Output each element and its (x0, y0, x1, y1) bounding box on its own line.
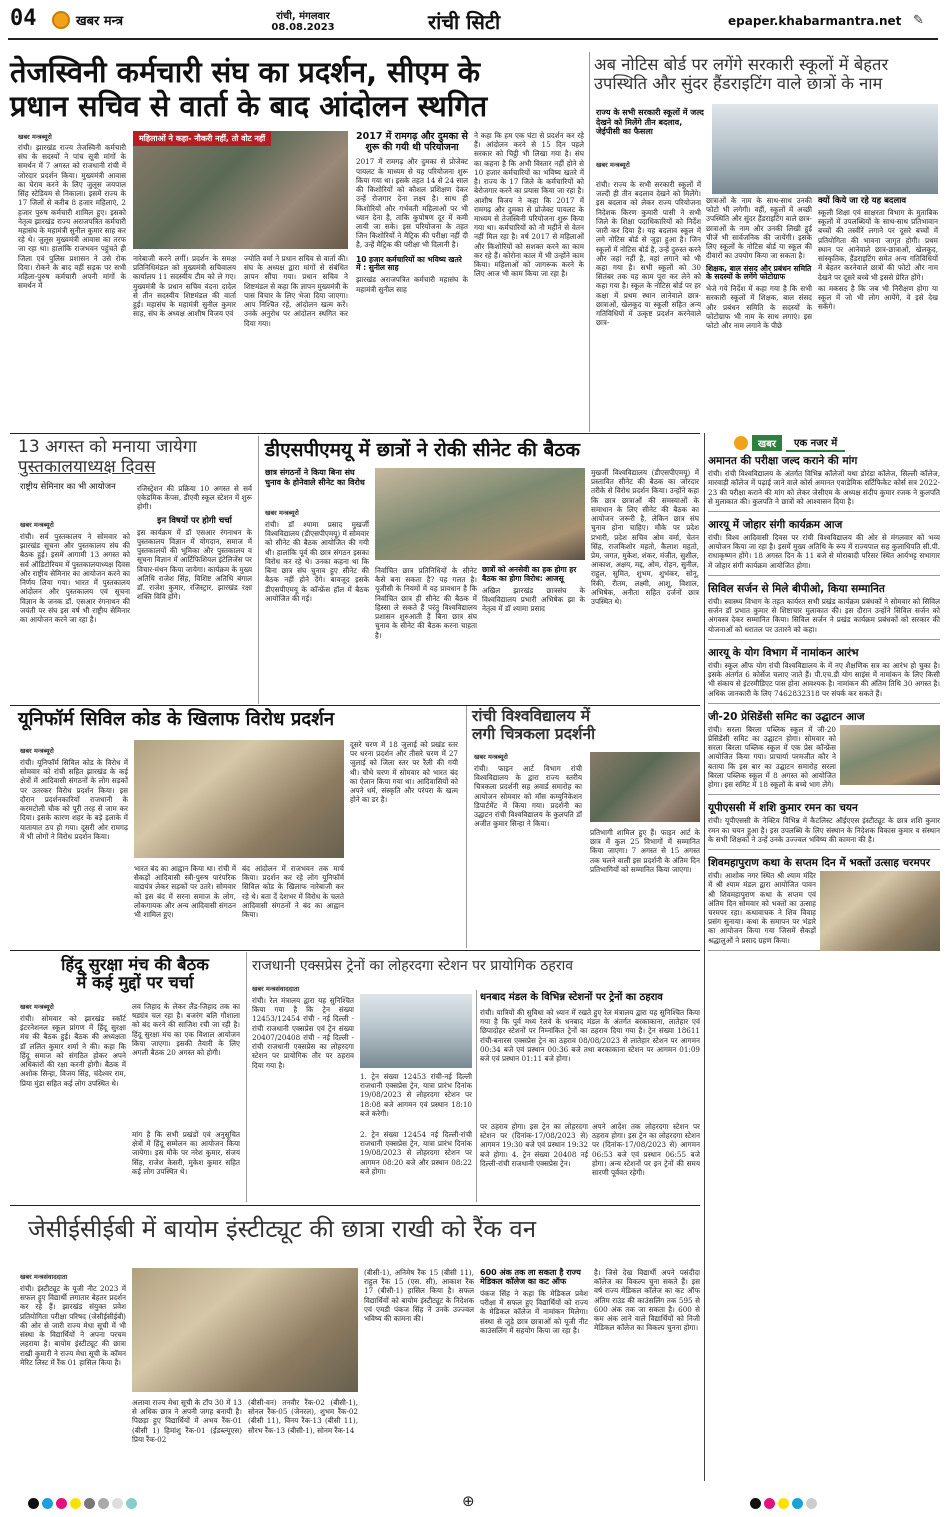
lead-text-5: झारखंड अराजपत्रित कर्मचारी महासंघ के महामंत्री सुनील साह (356, 275, 468, 294)
hindu-text-1: रांची। सोमवार को झारखंड स्कॉर्ट इंटरनेशनल स्कूल प्रांगण में हिंदू सुरक्षा मंच की बैठक हुई। बैठक की अध्यक्षता डॉ ललित कुमार शर्मा ने की। कहा कि हिंदू समाज को संगठित होकर अपने अधिकारों की रक्षा करनी होगी। बैठक में अशोक सिन्हा, विजय सिंह, चंदेश्वर राम, प्रिया मुंडा सहित कई लोग उपस्थित थे। (20, 1014, 126, 1088)
librarian-sub: इन विषयों पर होगी चर्चा (157, 515, 232, 526)
librarian-deck: राष्ट्रीय सेमिनार का भी आयोजन (20, 482, 116, 492)
registration-mark-icon: ⊕ (462, 1492, 475, 1510)
dspmu-text-1: रांची। डॉ श्यामा प्रसाद मुखर्जी विश्वविद्यालय (डीएसपीएमयू) में सोमवार को सीनेट की बैठक आयोजित की गयी थी। हालांकि पूर्व की छात्र संगठन इसका विरोध कर रहे थे। उनका कहना था कि बिना छात्र संघ चुनाव हुए सीनेट की बैठक नहीं होने देंगे। बावजूद इसके डीएसपीएमयू के कॉन्फ्रेंस हॉल में बैठक आयोजित की गई। (265, 520, 369, 603)
notice-text-4: स्कूली शिक्षा एवं साक्षरता विभाग के मुताबिक स्कूलों में उपलब्धियों के साथ-साथ प्रतिभावान बच्चों की तस्वीरें लगाने पर दूसरे बच्चों में प्रतियोगिता की भावना जागृत होगी। प्रथम स्थान पर आनेवाले छात्र-छात्राओं, खेलकूद, सांस्कृतिक, हैंडराइटिंग समेत अन्य गतिविधियों में बेहतर करनेवाले छात्रों की फोटो और नाम देखने पर दूसरे बच्चे भी इससे प्रेरित होंगे। (818, 208, 938, 282)
dspmu-text-3: अखिल झारखंड छात्रसंघ के विश्वविद्यालय प्रभारी अभिषेक झा के नेतृत्व में डॉ श्यामा प्रसाद (482, 585, 585, 614)
dhanbad-headline: धनबाद मंडल के विभिन्न स्टेशनों पर ट्रेनों का ठहराव (480, 992, 663, 1003)
trains-byline: खबर मन्त्रसंवाददाता (252, 985, 300, 993)
jcece-text-6: है। जिसे देख विद्यार्थी अपने पसंदीदा कॉलेज का विकल्प चुना सकते हैं। इस वर्ष राज्य मेडिकल कॉलेज का कट ऑफ अंतिम राउंड की काउंसलिंग तक 595 से 600 अंक तक जा सकता है। 600 से कम अंक लाने वाले विद्यार्थियों को निजी मेडिकल कॉलेज का विकल्प चुनना होगा। (594, 1268, 700, 1333)
dspmu-deck: छात्र संगठनों ने किया बिना संघ चुनाव के होनेवाले सीनेट का विरोध (265, 468, 365, 487)
librarian-headline-line2: पुस्तकालयाध्यक्ष दिवस (18, 456, 156, 477)
librarian-headline-line1: 13 अगस्त को मनाया जायेगा (18, 437, 197, 457)
notice-sub-2: क्यों किये जा रहे यह बदलाव (818, 196, 907, 206)
painting-photo (590, 752, 700, 822)
sidebar-news-item (708, 711, 940, 796)
page-number: 04 (10, 6, 37, 31)
dspmu-text-4: मुखर्जी विश्वविद्यालय (डीएसपीएमयू) में प्रस्तावित सीनेट की बैठक का जोरदार तरीके से विरोध प्रदर्शन किया। उन्होंने कहा कि छात्र छात्राओं की समस्याओं के समाधान के लिए सीनेट की बैठक का आयोजन जरूरी है, लेकिन छात्र संघ चुनाव होना चाहिए। मौके पर प्रदेश प्रभारी, प्रदेश सचिव ओम वर्मा, चेतन सिंह, राजकिशोर महतो, कैलाश महतो, प्रेम, जगत, मुकेश, शंकर, मंजीत, सुशील, आकाश, अक्षय, मद्द, ओम, रोहन, सुनील, राहुल, सुमित, शुभम, शुभंकर, सोनू, रिंकी, रीतम, लक्ष्मी, आशू, विशाल, अभिषेक, अनीता सहित दर्जनों छात्र उपस्थित थे। (591, 468, 699, 607)
librarian-text-1: रांची। सर्व पुस्तकालय ने सोमवार को झारखंड सूचना और पुस्तकालय संघ की बैठक हुई। इसमें आगामी 13 अगस्त को सर्व ऑडिटोरियम में पुस्तकालयाध्यक्ष दिवस और राष्ट्रीय सेमिनार का आयोजन करने का निर्णय लिया गया। भारत में पुस्तकालय आंदोलन और पुस्तकालय एवं सूचना विज्ञान के जनक डॉ. एसआर रंगनाथन की जयंती पर संघ इस वर्ष भी राष्ट्रीय सेमिनार का आयोजन करने जा रहा है। (20, 532, 130, 624)
notice-text-1: रांची। राज्य के सभी सरकारी स्कूलों में जल्दी ही तीन बदलाव देखने को मिलेंगे। इस बदलाव को लेकर राज्य परियोजना निदेशक किरण कुमारी पासी ने सभी जिले के शिक्षा पदाधिकारियों को निर्देश जारी कर दिया है। यह बदलाव स्कूल में लगे नोटिस बोर्ड से जुड़ा हुआ है। जिन स्कूलों में नोटिस बोर्ड है, उन्हें दुरुस्त करने और जहां नहीं है, वहां लगाने को भी कहा गया है। सभी स्कूलों को 30 सितंबर तक यह काम पूरा कर लेने को कहा गया है। स्कूल के नोटिस बोर्ड पर हर कक्षा में प्रथम स्थान लानेवाले छात्र-छात्राओं, खेलकूद या स्कूली सहित अन्य गतिविधियों में उत्कृष्ट प्रदर्शन करनेवाले छात्र- (596, 180, 701, 328)
lead-photo (133, 131, 348, 249)
lead-text-3: ज्योति वर्मा ने प्रधान सचिव से वार्ता की। संघ के अध्यक्ष द्वारा मांगों से संबंधित ज्ञापन सौंपा गया। प्रधान सचिव ने शिष्टमंडल से कहा कि ज्ञापन मुख्यमंत्री के पास विचार के लिए भेजा दिया जाएगा। आप निश्चित रहें, आंदोलन खत्म करें। उनके अनुरोध पर आंदोलन स्थगित कर दिया गया। (244, 254, 348, 328)
ucc-byline: खबर मन्त्रब्यूरो (20, 747, 54, 755)
painting-headline-line1: रांची विश्वविद्यालय में (472, 707, 591, 725)
sidebar-news-text: रांची। सरला बिरला पब्लिक स्कूल में जी-20 प्रेसिडेंसी समिट का उद्घाटन होगा। सोमवार को सरला बिरला पब्लिक स्कूल में एक प्रेस कॉन्फ्रेंस आयोजित किया गया। प्राचार्या परमजीत कौर ने बताया कि इस बार का उद्घाटन समारोह सरला बिरला पब्लिक स्कूल में 8 अगस्त को आयोजित होगा। इस समिट में 18 स्कूलों के बच्चे भाग लेंगे। (708, 724, 836, 790)
dhanbad-text-1: रांची। यात्रियों की सुविधा को ध्यान में रखते हुए रेल मंत्रालय द्वारा यह सुनिश्चित किया गया है कि पूर्व मध्य रेलवे के धनबाद मंडल के अंतर्गत बरकाकाना, लातेहार एवं छिपादोहर स्टेशनों पर निम्नांकित ट्रेनों का ठहराव दिया गया है। ट्रेन संख्या 18611 रांची-बनारस एक्सप्रेस ट्रेन का ठहराव 08/08/2023 से लातेहार स्टेशन पर आगमन 00:34 बजे एवं प्रस्थान 00:36 बजे तथा बरकाकाना स्टेशन पर आगमन 01:09 बजे एवं प्रस्थान 01:11 बजे होगा। (480, 1008, 700, 1064)
lead-text-4: 2017 में रामगढ़ और दुमका से प्रोजेक्ट पायलट के माध्यम से यह परियोजना शुरू किया गया था। इसके तहत 14 से 24 साल की किशोरियों को कौशल प्रशिक्षण देकर उन्हें रोजगार देना लक्ष्य है। साथ ही किशोरियों और गर्भवती महिलाओं पर भी ध्यान देना है, ताकि कुपोषण दूर में कमी लायी जा सके। इस परियोजना के तहत जिन किशोरियों ने मैट्रिक की परीक्षा नहीं दी है, उन्हें मैट्रिक की परीक्षा भी दिलानी है। (356, 157, 468, 250)
date-line: 08.08.2023 (271, 22, 335, 33)
ucc-text-3: बंद आंदोलन में राजभवन तक मार्च किया। प्रदर्शन कर रहे लोग यूनिफॉर्म सिविल कोड के खिलाफ नारेबाजी कर रहे थे। बता दें देशभर में विरोध के चलते आदिवासी संगठनों ने बंद का आह्वान किया। (242, 864, 344, 920)
librarian-text-2: रजिस्ट्रेशन की प्रक्रिया 10 अगस्त से सर्व एकेडमिक केंपस, डीएवी स्कूल स्टेशन में शुरू होगी। (137, 484, 252, 512)
jcece-text-4: (बीसी-1), अनिमेष रैंक 15 (बीसी 11), राहुल रैंक 15 (एस. सी), आकाश रैंक 17 (बीसी-1) हासिल किया है। सफल विद्यार्थियों को बायोम इंस्टीट्यूट के निदेशक एवं एमडी पंकज सिंह ने उनके उज्ज्वल भविष्य की कामना की। (364, 1268, 474, 1324)
sidebar-logo-icon (734, 436, 748, 450)
trains-text-2: 1. ट्रेन संख्या 12453 रांची-नई दिल्ली राजधानी एक्सप्रेस ट्रेन, यात्रा प्रारंभ दिनांक 19/08/2023 से लोहरदगा स्टेशन पर 18:08 बजे आगमन एवं प्रस्थान 18:10 बजे करेगी। (360, 1072, 472, 1118)
sidebar-news-item (708, 519, 940, 576)
brand-name: खबर मन्त्र (76, 14, 124, 29)
jcece-col5 (480, 1268, 588, 1335)
dspmu-headline: डीएसपीएमयू में छात्रों ने रोकी सीनेट की बैठक (265, 439, 580, 461)
lead-byline-col (18, 132, 126, 291)
hindu-text-3: मांग है कि सभी प्रखंडों एवं अनुसूचित क्षेत्रों में हिंदू सम्मेलन का आयोजन किया जायेगा। इस मौके पर नरेश कुमार, संजय सिंह, राजेश केसरी, मुकेश कुमार सहित कई लोग उपस्थित थे। (132, 1130, 240, 1176)
librarian-col2 (137, 484, 252, 601)
notice-text-3: भेजे गये निर्देश में कहा गया है कि सभी सरकारी स्कूलों में शिक्षक, बाल संसद और प्रबंधन समिति के सदस्यों के फोटोग्राफ भी नाम के साथ लगाएं। इस फोटो और नाम लगाने के पीछे (706, 284, 812, 331)
katha-photo (820, 871, 940, 951)
g20-photo (840, 725, 940, 785)
ucc-text-1: रांची। यूनिफॉर्म सिविल कोड के विरोध में सोमवार को रांची सहित झारखंड के कई क्षेत्रों में आदिवासी संगठनों के लोग सड़कों पर उतरकर विरोध प्रदर्शन किया। इस दौरान प्रदर्शनकारियों राजधानी के करमटोली चौक को पूरी तरह से जाम कर दिया। इसके कारण शहर के बड़े इलाके में यातायात ठप हो गया। दूसरी ओर रामगढ़ में भी लोगों ने विरोध प्रदर्शन किया। (20, 758, 128, 841)
jcece-text-1: रांची। इंस्टीट्यूट के यूजी नीट 2023 में सफल हुए विद्यार्थी लगातार बेहतर प्रदर्शन कर रहे हैं। झारखंड संयुक्त प्रवेश प्रतियोगिता परीक्षा परिषद (जेसीईसीईबी) की ओर से जारी राज्य मेधा सूची में भी संस्था के विद्यार्थियों ने अपना परचम लहराया है। बायोम इंस्टीट्यूट की छात्रा राखी कुमारी ने राज्य मेधा सूची के कॉमन मेरिट लिस्ट में रैंक 01 हासिल किया है। (20, 1284, 126, 1367)
dspmu-text-2: निर्वाचित छात्र प्रतिनिधियों के सीनेट कैसे बना सकता है? यह गलत है। यूजीसी के नियमों में यह प्रावधान है कि निर्वाचित छात्र ही सीनेट की बैठक में हिस्सा ले सकते हैं परंतु विश्वविद्यालय प्रशासन शुरुआती हैं बिना छात्र संघ चुनाव के सीनेट की बैठक करना चाहता है। (375, 566, 477, 640)
epaper-url[interactable]: epaper.khabarmantra.net (728, 14, 902, 28)
hindu-headline-line1: हिंदू सुरक्षा मंच की बैठक (61, 955, 209, 974)
dspmu-sub: छात्रों को अनसेवी का हक होगा हर बैठक का होगा विरोध: आजसू (482, 565, 577, 583)
notice-col2 (706, 196, 812, 330)
sidebar (708, 434, 940, 1480)
color-dots-left (28, 1494, 140, 1513)
librarian-headline (18, 438, 258, 477)
sidebar-news-item (708, 802, 940, 850)
sidebar-news-item (708, 857, 940, 951)
librarian-text-3: इस कार्यक्रम में डॉ एसआर रंगनाथन के पुस्तकालय विज्ञान में योगदान, समाज में पुस्तकालयों की भूमिका और पुस्तकालय व सूचना विज्ञान में आर्टिफिशियल इंटेलिजेंस पर विचार-मंथन किया जायेगा। कार्यक्रम के मुख्य अतिथि राजेश सिंह, विशिष्ट अतिथि बंगाल डॉ. राजेश कुमार, रजिस्ट्रार, झारखंड रक्षा शक्ति विवि होंगे। (137, 527, 252, 602)
pen-icon: ✎ (913, 13, 924, 28)
painting-text-2: प्रतिभागी शामिल हुए हैं। फाइन आर्ट के छात्र में कुल 25 विभागों में सम्मानित किया जाएगा। 7 अगस्त से 15 अगस्त तक चलने वाली इस प्रदर्शनी के अंतिम दिन प्रतिभागियों को सम्मानित किया जाएगा। (590, 828, 700, 874)
sidebar-news-title: सिविल सर्जन से मिले बीपीओ, किया सम्मानित (708, 582, 885, 595)
sidebar-news-title: आरयू में जोहार संगी कार्यक्रम आज (708, 518, 843, 531)
sidebar-news-title: अमानत की परीक्षा जल्द कराने की मांग (708, 455, 858, 467)
sidebar-news-title: यूपीएससी में शशि कुमार रमन का चयन (708, 802, 858, 815)
brand-logo-icon (52, 11, 70, 29)
notice-text-5: का मकसद है कि जब भी निरीक्षण होगा या स्कूल में जो भी लोग आयेंगे, वे इसे देख सकेंगे। (818, 283, 938, 312)
jcece-byline: खबर मन्त्रसंवाददाता (20, 1273, 68, 1281)
ucc-headline: यूनिफॉर्म सिविल कोड के खिलाफ विरोध प्रदर्शन (18, 709, 335, 730)
painting-headline (472, 708, 702, 744)
place-date (263, 8, 343, 33)
sidebar-news-text: रांची। रांची विश्वविद्यालय के अंतर्गत विभिन्न कॉलेजों यथा डोरंडा कॉलेज, सिल्ली कॉलेज, मारवाड़ी कॉलेज में पढ़ाई जाने वाले कोर्स अमानत एवाडेमिक सर्टिफिकेट कोर्स सत्र 2022-23 की परीक्षा कराने की मांग को लेकर जेसीएम के अध्यक्ष संदीप कुमार रजक ने कुलपति से मुलाकात की। कुलपति ने छात्रों को आश्वासन दिया है। (708, 469, 940, 506)
lead-col4 (356, 131, 468, 294)
jcece-text-2: अलावा राज्य मेधा सूची के टॉप 30 में 13 से अधिक छात्र ने अपनी जगह बनायी है। पिछड़ा हुए विद्यार्थियों में अभय रैंक-01 (बीसी 1) हिमांशु रैंक-01 (ईडब्ल्यूएस) प्रिया रैंक-02 (132, 1398, 242, 1444)
sidebar-news-title: आरयू के योग विभाग में नामांकन आरंभ (708, 646, 859, 659)
lead-text-6: ने कहा कि हम एक घंटा से प्रदर्शन कर रहे हैं। आंदोलन करने से 15 दिन पहले सरकार को चिट्ठी भी लिखा गया है। संघ का कहना है कि अभी विस्तार नहीं होने से 10 हजार कर्मचारियों का भविष्य खतरे में है। राज्य के 17 जिले के कर्मचारियों को बेरोजगार करने का प्रयास किया जा रहा है। आशीष विजय ने कहा कि 2017 में रामगढ़ और दुमका से प्रोजेक्ट पायलट के माध्यम से तेजस्विनी परियोजना शुरू किया गया था। कर्मचारियों को नौ महीने से वेतन नहीं मिल रहा है। वर्ष 2017 से महिलाओं और किशोरियों को सशक्त करने का काम कर रहे हैं। कोरोना काल में भी उन्होंने काम किया। महिलाओं को जागरूक करने के लिए आज भी काम किया जा रहा है। (474, 131, 584, 279)
notice-text-2: छात्राओं के नाम के साथ-साथ उनकी फोटो भी लगेगी। वहीं, स्कूलों में अच्छी उपस्थिति और सुंदर हैंडराइटिंग वाले छात्र-छात्राओं के नाम और उनकी लिखी हुई चीजें भी सार्वजनिक की जायेंगी। इसके लिए स्कूलों के नोटिस बोर्ड या स्कूल की दीवारों का उपयोग किया जा सकता है। (706, 196, 812, 261)
painting-text-1: रांची। फाइन आर्ट विभाग रांची विश्वविद्यालय के द्वारा राज्य स्तरीय चित्रकला प्रदर्शनी सह अवार्ड समारोह का आयोजन सोमवार को मॉस कम्युनिकेशन डिपार्टमेंट में किया गया। प्रदर्शनी का उद्घाटन रांची विश्वविद्यालय के कुलपति डॉ अजीत कुमार सिन्हा ने किया। (474, 764, 582, 829)
notice-headline-line2: उपस्थिति और सुंदर हैंडराइटिंग वाले छात्रों के नाम (594, 73, 883, 93)
jcece-text-5: पंकज सिंह ने कहा कि मेडिकल प्रवेश परीक्षा में सफल हुए विद्यार्थियों को राज्य के मेडिकल कॉलेज में नामांकन मिलेगा। संस्था से जुड़े छात्र छात्राओं को यूजी नीट काउंसलिंग में सहयोग किया जा रहा है। (480, 1288, 588, 1335)
librarian-byline: खबर मन्त्रब्यूरो (20, 521, 54, 529)
sidebar-label-nazar: एक नजर में (786, 434, 845, 452)
jcece-sub: 600 अंक तक ला सकता है राज्य मेडिकल कॉलेज का कट ऑफ (480, 1268, 581, 1287)
notice-headline (594, 56, 939, 94)
dhanbad-text-2: पर ठहराव होगा। इस ट्रेन का लोहरदगा स्टेशन पर (दिनांक-17/08/2023 से) आगमन 19:30 बजे एवं प्रस्थान 19:32 बजे होगा। 4. ट्रेन संख्या 20408 नई दिल्ली-रांची राजधानी एक्सप्रेस ट्रेन। (480, 1122, 588, 1168)
notice-sub-1: शिक्षक, बाल संसद और प्रबंधन समिति के सदस्यों के लगेंगे फोटोग्राफ (706, 263, 812, 282)
sidebar-news-item (708, 647, 940, 704)
jcece-headline: जेसीईसीईबी में बायोम इंस्टीट्यूट की छात्रा राखी को रैंक वन (28, 1215, 537, 1243)
notice-deck: राज्य के सभी सरकारी स्कूलों में जल्द देखने को मिलेंगे तीन बदलाव, जेईपीसी का फैसला (596, 108, 704, 137)
sidebar-news-title: शिवमहापुराण कथा के सप्तम दिन में भक्तों उत्साह चरमपर (708, 857, 931, 870)
painting-byline: खबर मन्त्रब्यूरो (474, 753, 508, 761)
trains-text-1: रांची। रेल मंत्रालय द्वारा यह सुनिश्चित किया गया है कि ट्रेन संख्या 12453/12454 रांची - नई दिल्ली - रांची राजधानी एक्सप्रेस एवं ट्रेन संख्या 20407/20408 रांची - नई दिल्ली - रांची राजधानी एक्सप्रेस का लोहरदगा स्टेशन पर प्रायोगिक तौर पर ठहराव दिया गया है। (252, 996, 354, 1070)
notice-photo (712, 104, 938, 194)
place-line: रांची, मंगलवार (276, 11, 330, 22)
trains-text-3: 2. ट्रेन संख्या 12454 नई दिल्ली-रांची राजधानी एक्सप्रेस ट्रेन, यात्रा प्रारंभ दिनांक 19/08/2023 से लोहरदगा स्टेशन पर आगमन 08:20 बजे और प्रस्थान 08:22 बजे होगा। (360, 1130, 472, 1176)
lead-headline-line2: प्रधान सचिव से वार्ता के बाद आंदोलन स्थगित (10, 89, 488, 124)
hindu-byline: खबर मन्त्रब्यूरो (20, 1003, 54, 1011)
hindu-headline (20, 956, 250, 993)
section-title: रांची सिटी (428, 10, 501, 34)
jcece-text-3: (बीसी-वन) तनवीर रैंक-02 (बीसी-1), सोनल रैंक-05 (जेनरल), शुभम रैंक-02 (बीसी 11), विनय रैंक-13 (बीसी 11), सौरभ रैंक-13 (बीसी-1), सोनम रैंक-14 (248, 1398, 358, 1435)
lead-byline: खबर मन्त्रब्यूरो (18, 133, 52, 141)
lead-headline (10, 56, 585, 123)
dspmu-col4 (482, 566, 585, 613)
lead-headline-line1: तेजस्विनी कर्मचारी संघ का प्रदर्शन, सीएम के (10, 55, 481, 89)
dspmu-byline: खबर मन्त्रब्यूरो (265, 509, 299, 517)
hindu-text-2: लव जिहाद के लेकर लैंड-जिहाद तक का षड्यंत्र चल रहा है। बजरंग बलि गौशाला को बंद करने की साजिश रची जा रही है। हिंदू सुरक्षा मंच का एक विशाल आयोजन किया जाएगा। इसकी तैयारी के लिए अगली बैठक 20 अगस्त को होगी। (132, 1002, 240, 1058)
masthead (8, 6, 938, 40)
dhanbad-text-3: अपने आदेश तक लोहरदगा स्टेशन पर ठहराव होगा। इस ट्रेन का लोहरदगा स्टेशन पर (दिनांक-17/08/2023 से) आगमन 06:53 बजे एवं प्रस्थान 06:55 बजे होगा। अन्य स्टेशनों पर इन ट्रेनों की समय सारणी पूर्ववत रहेगी। (592, 1122, 700, 1178)
notice-col3 (818, 196, 938, 311)
hindu-headline-line2: में कई मुद्दों पर चर्चा (76, 973, 194, 993)
lead-subhead-2: 10 हजार कर्मचारियों का भविष्य खतरे में : सुनील साह (356, 254, 462, 273)
color-dots-right (750, 1494, 820, 1513)
lead-photo-caption: महिलाओं ने कहा- नौकरी नहीं, तो वोट नहीं (133, 131, 271, 146)
notice-headline-line1: अब नोटिस बोर्ड पर लगेंगे सरकारी स्कूलों में बेहतर (594, 55, 889, 74)
ucc-text-2: भारत बंद का आह्वान किया था। रांची में सैकड़ों आदिवासी स्त्री-पुरुष पारंपरिक वाद्ययंत्र लेकर सड़कों पर उतरे। सोमवार को इस बंद में सरना समाज के लोग, लोकगायक और अन्य आदिवासी संगठन भी शामिल हुए। (134, 864, 236, 920)
jcece-photo (132, 1268, 358, 1392)
sidebar-items (708, 455, 940, 951)
ucc-photo (134, 740, 344, 858)
sidebar-label-khabar: खबर (752, 435, 782, 451)
sidebar-news-text: रांची। स्कूल ऑफ योग रांची विश्वविद्यालय के में नए शैक्षणिक सत्र का आरंभ हो चुका है। इसके अंतर्गत 6 कोर्सेज चलाए जाते हैं। पी.एच.डी योग साइंस में नामांकन के लिए किसी भी संकाय से इंटरमीडिएट पास होना आवश्यक है। नामांकन की अंतिम तिथि 30 अगस्त है। अधिक जानकारी के लिए 7462832318 पर संपर्क कर सकते हैं। (708, 660, 940, 698)
sidebar-news-item (708, 583, 940, 640)
ucc-text-4: दूसरे चरण में 18 जुलाई को प्रखंड स्तर पर धरना प्रदर्शन और तीसरे चरण में 27 जुलाई को जिला स्तर पर रैली की गयी थी। चौथे चरण में सोमवार को भारत बंद का ऐलान किया गया था। आदिवासियों को अपने धर्म, संस्कृति और परंपरा के खत्म होने का डर है। (350, 740, 458, 805)
lead-text-2: नारेबाजी करने लगीं। प्रदर्शन के समक्ष प्रतिनिधिमंडल को मुख्यमंत्री सचिवालय कार्यालय 11 सदस्यीय टीम को ले गए। मुख्यमंत्री के प्रधान सचिव वंदना दादेल से तीन सदस्यीय शिष्टमंडल की वार्ता हुई। महासंघ के महामंत्री सुनील कुमार साह, संघ के अध्यक्ष आशीष विजय एवं (133, 254, 236, 319)
sidebar-news-text: रांची। यूपीएससी के नेक्टिव विभिन्न में कैटलिस्ट ऑईएएस इंस्टीट्यूट के छात्र शशि कुमार रमन का चयन हुआ है। इस उपलब्धि के लिए संस्थान के निदेशक विकास कुमार व संस्थान के सभी शिक्षकों ने उन्हें उनके उज्ज्वल भविष्य की कामना की है। (708, 816, 940, 844)
sidebar-news-text: रांची। विश्व आदिवासी दिवस पर रांची विश्वविद्यालय की ओर से मंगलवार को भव्य आयोजन किया जा रहा है। इसमें मुख्य अतिथि के रूप में राज्यपाल सह कुलाधिपति सी.पी. राधाकृष्णन होंगे। 18 अगस्त दिन के 11 बजे से मोराबादी परिसर स्थित आर्यभट्ट सभागार में जोहार संगी कार्यक्रम आयोजित होगा। (708, 533, 940, 570)
sidebar-news-text: रांची। स्वास्थ्य विभाग के तहत कार्यरत सभी प्रखंड कार्यक्रम प्रबंधकों ने सोमवार को सिविल सर्जन डॉ प्रभात कुमार से शिष्टाचार मुलाकात की। इस दौरान उन्होंने सिविल सर्जन को अंगवस्त्र देकर सम्मानित किया। सिविल सर्जन ने प्रखंड कार्यक्रम प्रबंधकों को सरकार की योजनाओं को धरातल पर उतारने को कहा। (708, 596, 940, 634)
sidebar-news-item (708, 455, 940, 512)
painting-headline-line2: लगी चित्रकला प्रदर्शनी (472, 724, 596, 743)
sidebar-news-title: जी-20 प्रेसिडेंसी समिट का उद्घाटन आज (708, 710, 865, 723)
sidebar-news-text: रांची। आशोक नगर स्थित श्री श्याम मंदिर में श्री श्याम मंडल द्वारा आयोजित पावन श्री शिवमहापुराण कथा के सप्तम एवं अंतिम दिन सोमवार को भक्तों का उत्साह चरमपर रहा। कथावाचक ने शिव विवाह प्रसंग सुनाया। कथा के समापन पर भंडारे का आयोजन किया गया जिसमें सैकड़ों श्रद्धालुओं ने प्रसाद ग्रहण किया। (708, 871, 816, 945)
trains-headline: राजधानी एक्सप्रेस ट्रेनों का लोहरदगा स्टेशन पर प्रायोगिक ठहराव (252, 958, 573, 974)
lead-text-1: रांची। झारखंड राज्य तेजस्विनी कर्मचारी संघ के सदस्यों ने पांच सूत्री मांगों के समर्थन में 7 अगस्त को राजधानी रांची में जोरदार प्रदर्शन किया। मुख्यमंत्री आवास का घेराव करने के लिए जुलूस जयपाल सिंह स्टेडियम से निकाला। इसमें राज्य के 17 जिलों से करीब 8 हजार महिलाएं, 2 हजार पुरुष कर्मचारी शामिल हुए। इसको नेतृत्व झारखंड राज्य अराजपत्रित कर्मचारी महासंघ के महामंत्री सुनील कुमार साह कर रहे थे। जुलूस मुख्यमंत्री आवास का तरफ जा रहा था। हालांकि राजभवन पहुंचते ही जिला एवं पुलिस प्रशासन ने उसे रोक दिया। रोकने के बाद वहीं सड़क पर सभी महिला-पुरुष कर्मचारी अपनी मांगों के समर्थन में (18, 143, 126, 291)
sidebar-header (708, 434, 940, 452)
notice-byline: खबर मन्त्रब्यूरो (596, 161, 630, 169)
dspmu-photo (375, 468, 585, 560)
trains-photo (360, 994, 472, 1068)
lead-subhead: 2017 में रामगढ़ और दुमका से शुरू की गयी थी परियोजना (356, 131, 468, 154)
